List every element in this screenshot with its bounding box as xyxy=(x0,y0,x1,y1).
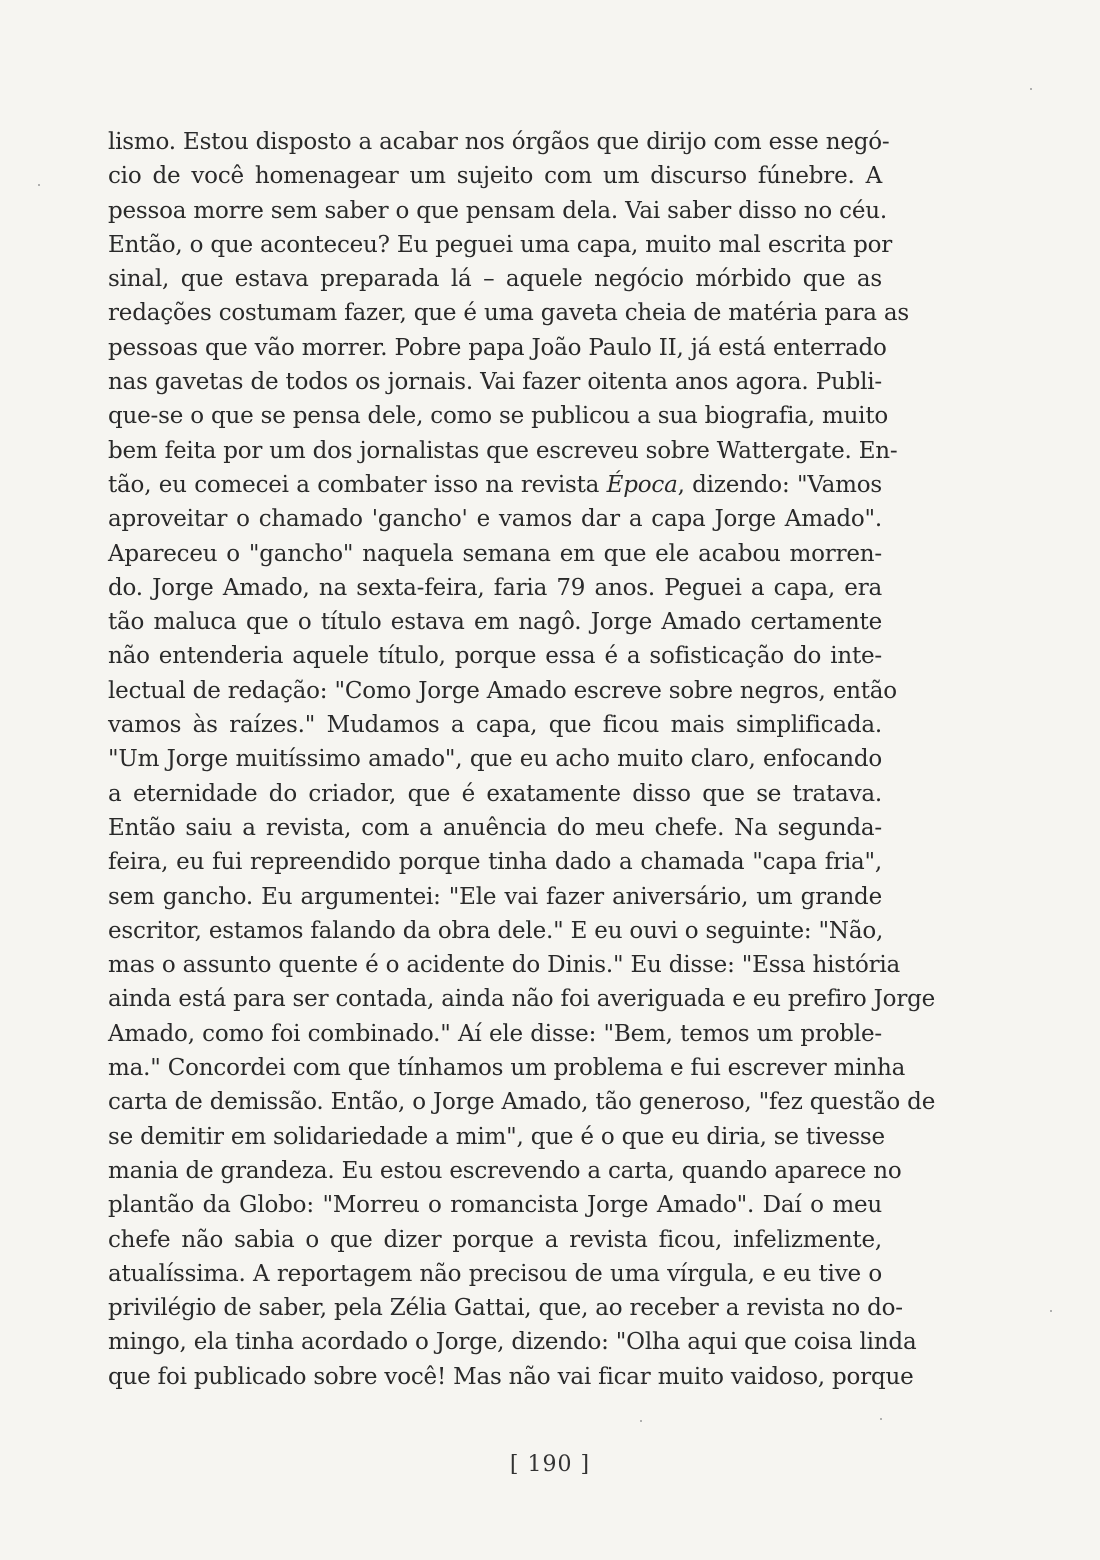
text-line: sinal, que estava preparada lá – aquele negócio mórbido que as xyxy=(108,266,882,293)
text-line: nas gavetas de todos os jornais. Vai fazer oitenta anos agora. Publi- xyxy=(108,369,882,396)
text-line: sem gancho. Eu argumentei: "Ele vai fazer aniversário, um grande xyxy=(108,883,882,910)
text-line: aproveitar o chamado 'gancho' e vamos dar a capa Jorge Amado". xyxy=(108,506,882,533)
text-line: Apareceu o "gancho" naquela semana em que ele acabou morren- xyxy=(108,540,882,567)
page-number: [ 190 ] xyxy=(509,1452,591,1477)
text-line: não entenderia aquele título, porque essa é a sofisticação do inte- xyxy=(108,643,882,670)
text-line: redações costumam fazer, que é uma gaveta cheia de matéria para as xyxy=(108,300,909,327)
text-line: pessoa morre sem saber o que pensam dela. Vai saber disso no céu. xyxy=(108,197,887,224)
text-line-with-italic xyxy=(108,468,882,502)
text-line xyxy=(108,1394,882,1428)
body-text xyxy=(108,125,936,1428)
text-line: "Um Jorge muitíssimo amado", que eu acho muito claro, enfocando xyxy=(108,746,882,773)
scan-speck xyxy=(880,1418,882,1420)
text-line: pessoas que vão morrer. Pobre papa João Paulo II, já está enterrado xyxy=(108,334,887,361)
text-line: escritor, estamos falando da obra dele." E eu ouvi o seguinte: "Não, xyxy=(108,917,884,944)
text-line: que-se o que se pensa dele, como se publicou a sua biografia, muito xyxy=(108,403,889,430)
text-line: chefe não sabia o que dizer porque a revista ficou, infelizmente, xyxy=(108,1226,882,1253)
text-line: Então saiu a revista, com a anuência do meu chefe. Na segunda- xyxy=(108,814,882,841)
text-line: vamos às raízes." Mudamos a capa, que ficou mais simplificada. xyxy=(108,712,882,739)
scan-speck xyxy=(1050,1310,1052,1312)
text-line: plantão da Globo: "Morreu o romancista Jorge Amado". Daí o meu xyxy=(108,1192,882,1219)
text-line: carta de demissão. Então, o Jorge Amado, tão generoso, "fez questão de xyxy=(108,1089,936,1116)
text-line: feira, eu fui repreendido porque tinha dado a chamada "capa fria", xyxy=(108,849,882,876)
scan-speck xyxy=(38,184,40,186)
text-segment: , dizendo: "Vamos xyxy=(677,471,882,498)
text-line: bem feita por um dos jornalistas que escreveu sobre Wattergate. En- xyxy=(108,437,898,464)
text-line: tão maluca que o título estava em nagô. Jorge Amado certamente xyxy=(108,609,882,636)
magazine-title: Época xyxy=(606,471,678,498)
text-line: se demitir em solidariedade a mim", que é o que eu diria, se tivesse xyxy=(108,1123,885,1150)
text-line: lectual de redação: "Como Jorge Amado escreve sobre negros, então xyxy=(108,677,897,704)
text-line: Então, o que aconteceu? Eu peguei uma capa, muito mal escrita por xyxy=(108,231,893,258)
text-line: lismo. Estou disposto a acabar nos órgãos que dirijo com esse negó- xyxy=(108,129,890,155)
scan-speck xyxy=(1030,88,1032,90)
text-line: ma." Concordei com que tínhamos um problema e fui escrever minha xyxy=(108,1055,906,1082)
text-line: mas o assunto quente é o acidente do Dinis." Eu disse: "Essa história xyxy=(108,952,901,979)
text-line: cio de você homenagear um sujeito com um discurso fúnebre. A xyxy=(108,163,882,190)
text-line: mania de grandeza. Eu estou escrevendo a carta, quando aparece no xyxy=(108,1157,902,1184)
text-line: privilégio de saber, pela Zélia Gattai, que, ao receber a revista no do- xyxy=(108,1295,903,1322)
text-segment: tão, eu comecei a combater isso na revista xyxy=(108,471,607,498)
text-line: que foi publicado sobre você! Mas não vai ficar muito vaidoso, porque xyxy=(108,1363,914,1390)
text-line: a eternidade do criador, que é exatamente disso que se tratava. xyxy=(108,780,882,807)
text-line: do. Jorge Amado, na sexta-feira, faria 79 anos. Peguei a capa, era xyxy=(108,574,882,601)
text-line: ainda está para ser contada, ainda não foi averiguada e eu prefiro Jorge xyxy=(108,986,936,1013)
text-line: Amado, como foi combinado." Aí ele disse: "Bem, temos um proble- xyxy=(108,1020,882,1047)
text-line: atualíssima. A reportagem não precisou de uma vírgula, e eu tive o xyxy=(108,1260,882,1287)
scan-speck xyxy=(640,1420,642,1422)
text-line: mingo, ela tinha acordado o Jorge, dizendo: "Olha aqui que coisa linda xyxy=(108,1329,917,1356)
